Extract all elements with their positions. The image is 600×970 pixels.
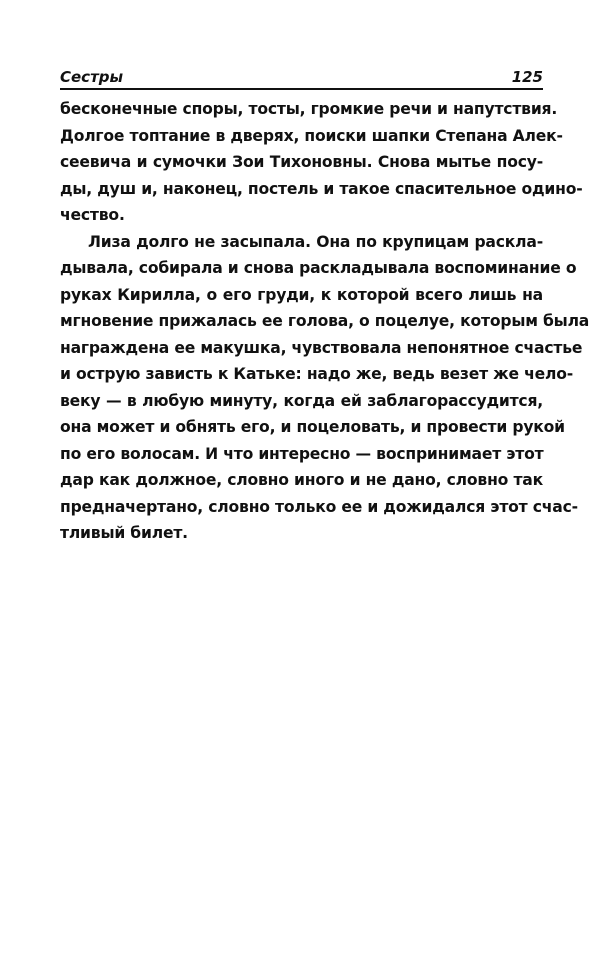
- text-line: руках Кирилла, о его груди, к которой всего лишь на: [60, 285, 543, 304]
- text-line: мгновение прижалась ее голова, о поцелуе, которым была: [60, 312, 590, 330]
- text-line: тливый билет.: [60, 524, 188, 542]
- text-line: по его волосам. И что интересно — воспринимает этот: [60, 444, 544, 463]
- page-number: 125: [511, 68, 543, 86]
- text-line: веку — в любую минуту, когда ей заблагорассудится,: [60, 391, 543, 410]
- text-line: дывала, собирала и снова раскладывала воспоминание о: [60, 259, 577, 277]
- text-line: бесконечные споры, тосты, громкие речи и напутствия.: [60, 100, 558, 118]
- text-line: дар как должное, словно иного и не дано, словно так: [60, 471, 543, 489]
- paragraph-1: [60, 96, 583, 229]
- text-line: она может и обнять его, и поцеловать, и провести рукой: [60, 418, 565, 436]
- text-line: предначертано, словно только ее и дожидался этот счас-: [60, 497, 578, 516]
- page-body: [60, 96, 590, 547]
- text-line: ды, душ и, наконец, постель и такое спасительное одино-: [60, 179, 583, 198]
- text-line: награждена ее макушка, чувствовала непонятное счастье: [60, 338, 583, 357]
- paragraph-2: [60, 229, 590, 547]
- text-line: Долгое топтание в дверях, поиски шапки Степана Алек-: [60, 126, 563, 145]
- running-title: Сестры: [60, 68, 124, 86]
- text-line: чество.: [60, 206, 125, 224]
- text-line: Лиза долго не засыпала. Она по крупицам раскла-: [88, 232, 543, 251]
- running-header: [60, 64, 543, 90]
- text-line: сеевича и сумочки Зои Тихоновны. Снова мытье посу-: [60, 153, 543, 171]
- text-line: и острую зависть к Катьке: надо же, ведь везет же чело-: [60, 365, 573, 383]
